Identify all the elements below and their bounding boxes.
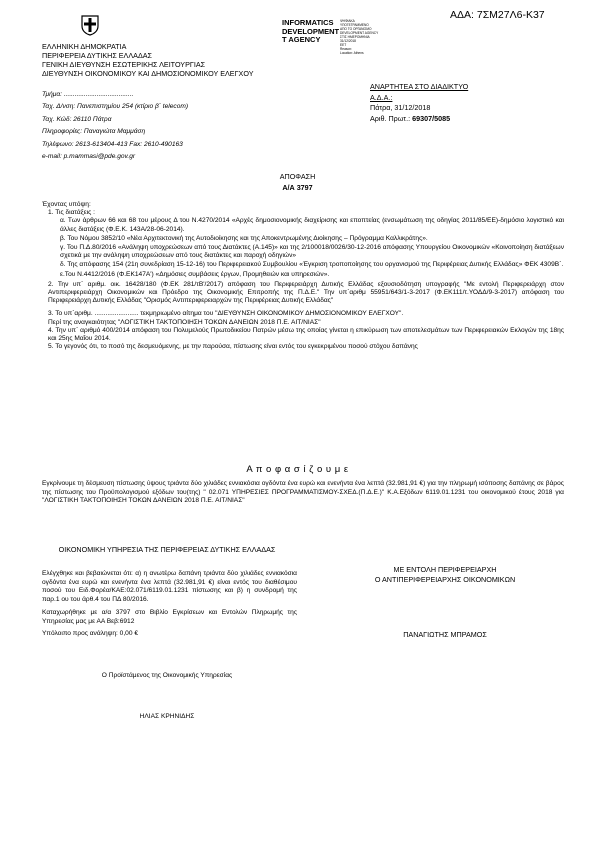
left-sign-title: ΟΙΚΟΝΟΜΙΚΗ ΥΠΗΡΕΣΙΑ ΤΗΣ ΠΕΡΙΦΕΡΕΙΑΣ ΔΥΤΙΚΗΣ ΕΛΛΑΔΑΣ bbox=[58, 545, 276, 554]
contact-info: Πληροφορίες: Παναγιώτα Μαμμάση bbox=[42, 128, 146, 136]
body-item-2: 2. Την υπ΄ αριθμ. οικ. 16428/180 (Φ.ΕΚ 281/τΒ'/2017) απόφαση του Περιφερειάρχη Δυτικής Ελλάδας εξουσιοδότηση υπογραφής "Με εντολή Περιφερειάρχη στον Αντιπεριφερειάρχη Οικονομικών και Πρόεδρο της Οικονομικής Επιτροπής της Π.Δ.Ε." Την υπ΄αριθμ 55951/643/1-3-2017 (Φ.ΕΚ111/τ.ΥΟΔΔ/9-3-2017) απόφαση του Περιφερειάρχη Δυτικής Ελλάδας "Ορισμός Αντιπεριφερειαρχών της Περιφέρειας Δυτικής Ελλάδας" bbox=[48, 280, 564, 305]
body-item-3a: 3. Το υπ΄αριθμ. ........................ τεκμηριωμένο αίτημα του "ΔΙΕΥΘΥΝΣΗ ΟΙΚΟΝΟΜΙΚΟΥ ΔΗΜΟΣΙΟΝΟΜΙΚΟΥ ΕΛΕΓΧΟΥ". bbox=[48, 310, 404, 318]
left-sign-text-1: Ελέγχθηκε και βεβαιώνεται ότι: α) η ανωτέρω δαπάνη τριάντα δύο χιλιάδες εννιακόσια ογδόντα ένα ευρώ και ενενήντα ένα λεπτά (32.981,91 €) είναι εντός του διαθέσιμου ποσού του Ειδ.Φορέα/ΚΑΕ:02.071/6119.01.1231 πίστωσης και β) η συνδρομή της παρ.1 ου του άρθ.4 του ΠΔ 80/2016. bbox=[42, 570, 297, 603]
decision-heading: Α π ο φ α σ ί ζ ο υ μ ε bbox=[246, 464, 349, 475]
body-item-5: 5. Το γεγονός ότι, το ποσό της δεσμευόμενης, με την παρούσα, πίστωσης είναι εντός του εγκεκριμένου ποσού στόχου δαπάνης bbox=[48, 343, 418, 351]
contact-postal: Ταχ. Κώδ: 26110 Πάτρα bbox=[42, 115, 112, 123]
logo-small-2: ΑΠΟ ΤΟ ΟΡΓΑΝΙΣΜΟ bbox=[340, 27, 372, 31]
header-line-3: ΓΕΝΙΚΗ ΔΙΕΥΘΥΝΣΗ ΕΣΩΤΕΡΙΚΗΣ ΛΕΙΤΟΥΡΓΙΑΣ bbox=[42, 60, 206, 69]
informatics-logo bbox=[282, 18, 382, 55]
body-item-1b: β. Του Νόμου 3852/10 «Νέα Αρχιτεκτονική της Αυτοδιοίκησης και της Αποκεντρωμένης Διοίκησης – Πρόγραμμα Καλλικράτης». bbox=[60, 234, 428, 242]
logo-line-2: DEVELOPMENT bbox=[282, 26, 340, 36]
contact-phone: Τηλέφωνο: 2613-613404-413 Fax: 2610-490163 bbox=[42, 140, 183, 148]
greek-emblem-icon bbox=[80, 14, 100, 36]
right-info-block bbox=[370, 82, 570, 124]
left-sign-block bbox=[42, 570, 297, 639]
title-block bbox=[0, 172, 595, 192]
body-exontas: Έχοντας υπόψη: bbox=[42, 201, 91, 208]
title-apofasi: ΑΠΟΦΑΣΗ bbox=[279, 172, 316, 181]
logo-small-3: DEVELOPMENT AGENCY bbox=[340, 31, 379, 35]
body-item-1c: γ. Του Π.Δ.80/2016 «Ανάληψη υποχρεώσεων από τους Διατάκτες (Α.145)» και της 2/100018/0026/30-12-2016 απόφασης Υπουργείου Οικονομικών «Κοινοποίηση διατάξεων σχετικά με την ανάληψη υποχρεώσεων από τους διατάκτες και παροχή οδηγιών» bbox=[60, 244, 564, 260]
header-line-2: ΠΕΡΙΦΕΡΕΙΑ ΔΥΤΙΚΗΣ ΕΛΛΑΔΑΣ bbox=[42, 51, 152, 60]
doc-date: Πάτρα, 31/12/2018 bbox=[370, 103, 431, 112]
logo-small-6: Reason: bbox=[340, 47, 352, 51]
left-sign-remaining: Υπόλοιπο προς ανάληψη: 0,00 € bbox=[42, 630, 138, 637]
body-item-1: 1. Τις διατάξεις : bbox=[48, 209, 95, 217]
right-sign-name: ΠΑΝΑΓΙΩΤΗΣ ΜΠΡΑΜΟΣ bbox=[403, 630, 487, 639]
contact-block bbox=[42, 89, 322, 163]
header-line-4: ΔΙΕΥΘΥΝΣΗ ΟΙΚΟΝΟΜΙΚΟΥ ΚΑΙ ΔΗΜΟΣΙΟΝΟΜΙΚΟΥ ΕΛΕΓΧΟΥ bbox=[42, 69, 254, 78]
logo-small-1: ΨΗΦΙΑΚΑ ΥΠΟΓΕΓΡΑΜΜΕΝΟ bbox=[340, 19, 369, 27]
header-line-1: ΕΛΛΗΝΙΚΗ ΔΗΜΟΚΡΑΤΙΑ bbox=[42, 42, 127, 51]
left-sign-head: Ο Προϊστάμενος της Οικονομικής Υπηρεσίας bbox=[101, 672, 233, 679]
protocol-number bbox=[370, 114, 570, 125]
right-sign-line-2: Ο ΑΝΤΙΠΕΡΙΦΕΡΕΙΑΡΧΗΣ ΟΙΚΟΝΟΜΙΚΩΝ bbox=[374, 575, 516, 584]
ada-label: Α.Δ.Α.: bbox=[370, 92, 393, 102]
internet-notice: ΑΝΑΡΤΗΤΕΑ ΣΤΟ ΔΙΑΔΙΚΤΥΟ bbox=[370, 82, 469, 91]
protocol-value: 69307/5085 bbox=[412, 113, 451, 123]
right-sign-line-1: ΜΕ ΕΝΤΟΛΗ ΠΕΡΙΦΕΡΕΙΑΡΧΗ bbox=[393, 565, 497, 574]
logo-small-7: Location: Athens bbox=[340, 51, 364, 55]
header-block bbox=[42, 42, 342, 78]
logo-small-4: ΣΤΙΣ ΗΜΕΡΟΜΗΝΙΑ 31/12/2018 bbox=[340, 35, 370, 43]
body-item-1d: δ. Της απόφασης 154 (21η συνεδρίαση 15-12-16) του Περιφερειακού Συμβουλίου «Έγκριση τροποποίησης του οργανισμού της Περιφέρειας Δυτικής Ελλάδας» ΦΕΚ 4309Β΄. bbox=[60, 261, 564, 269]
title-number: Α/Α 3797 bbox=[282, 183, 313, 192]
right-sign-block bbox=[330, 565, 560, 585]
decision-text: Εγκρίνουμε τη δέσμευση πίστωσης ύψους τριάντα δύο χιλιάδες εννιακόσια ογδόντα ένα ευρώ και ενενήντα ένα λεπτά (32.981,91 €) για την πληρωμή ισόποσης δαπάνης σε βάρος της πίστωσης του Προϋπολογισμού εξόδων του(της) " 02.071 ΥΠΗΡΕΣΙΕΣ ΠΡΟΓΡΑΜΜΑΤΙΣΜΟΥ-ΣΧΕΔ.(Π.Δ.Ε.)" Κ.Α.Εξόδων 6119.01.1231 του οικονομικού έτους 2018 για "ΛΟΓΙΣΤΙΚΗ ΤΑΚΤΟΠΟΙΗΣΗ ΤΟΚΩΝ ΔΑΝΕΙΩΝ 2018 Π.Ε. ΑΙΤ/ΝΙΑΣ" bbox=[42, 480, 564, 505]
logo-line-3: T AGENCY bbox=[282, 35, 321, 44]
contact-address: Ταχ. Δ/νση: Πανεπιστημίου 254 (κτίριο β΄ telecom) bbox=[42, 103, 189, 111]
protocol-label: Αριθ. Πρωτ.: bbox=[370, 113, 413, 123]
body-item-1a: α. Των άρθρων 66 και 68 του μέρους Δ του Ν.4270/2014 «Αρχές δημοσιονομικής διαχείρισης και εποπτείας (ενσωμάτωση της οδηγίας 2011/85/ΕΕ)-δημόσιο λογιστικό και άλλες διατάξεις (Φ.Ε.Κ. 143Α/28-06-2014). bbox=[60, 217, 564, 233]
body-item-4: 4. Την υπ΄ αριθμό 400/2014 απόφαση του Πολυμελούς Πρωτοδικείου Πατρών μέσω της οποίας γίνεται η επικύρωση των αποτελεσμάτων των Περιφερειακών Εκλογών της 18ης και 25ης Μαΐου 2014. bbox=[48, 326, 564, 343]
body-item-3b: Περί της αναγκαιότητας "ΛΟΓΙΣΤΙΚΗ ΤΑΚΤΟΠΟΙΗΣΗ ΤΟΚΩΝ ΔΑΝΕΙΩΝ 2018 Π.Ε. ΑΙΤ/ΝΙΑΣ" bbox=[48, 318, 321, 326]
logo-line-1: INFORMATICS bbox=[282, 18, 334, 27]
logo-small-5: EET bbox=[340, 43, 347, 47]
left-sign-text-2: Καταχωρήθηκε με α/α 3797 στο Βιβλίο Εγκρίσεων και Εντολών Πληρωμής της Υπηρεσίας μας με ΑΑ Βεβ:6912 bbox=[42, 609, 297, 625]
body-item-1e: ε.Του Ν.4412/2016 (Φ.ΕΚ147Α') «Δημόσιες συμβάσεις έργων, Προμηθειών και υπηρεσιών». bbox=[60, 270, 330, 278]
body-block bbox=[42, 201, 564, 351]
contact-tmima: Τμήμα: ...................................... bbox=[42, 91, 134, 98]
ada-code: ΑΔΑ: 7ΣΜ27Λ6-Κ37 bbox=[450, 9, 545, 21]
contact-email: e-mail: p.mammasi@pde.gov.gr bbox=[42, 153, 136, 161]
left-sign-name: ΗΛΙΑΣ ΚΡΗΝΙΔΗΣ bbox=[139, 713, 195, 720]
